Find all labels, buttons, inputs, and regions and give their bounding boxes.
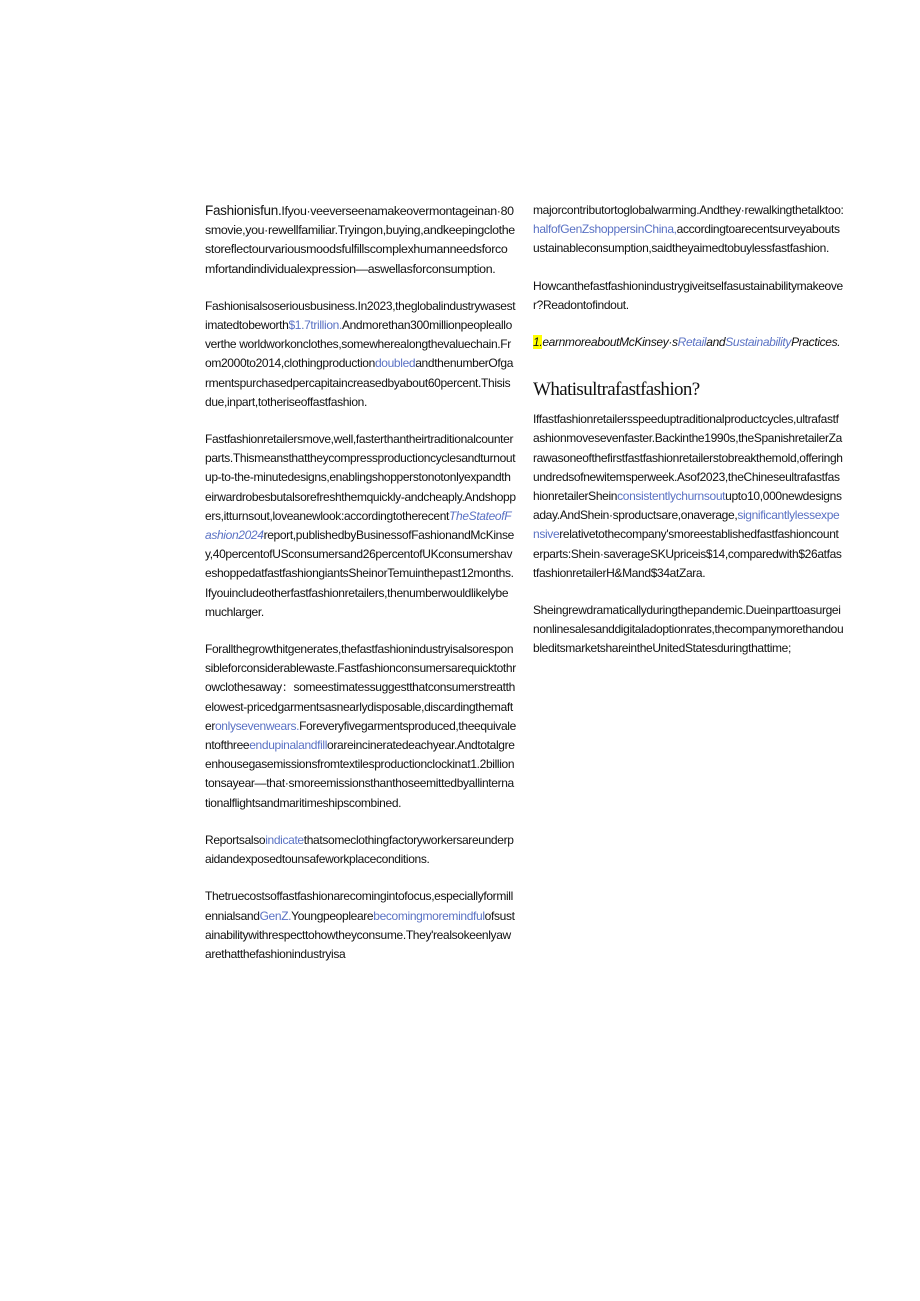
paragraph-text: Forallthegrowthitgenerates,thefastfashionindustryisalsoresponsibleforconsiderablewaste.Fastfashionconsumersarequicktothrowclothesaway：someestimatessuggestthatconsumerstreatthelowest-pricedgarmentsasnearlydisposable,discardingthemafter — [205, 642, 516, 733]
paragraph-text: accordingtoarecentsurveyaboutsustainableconsumption,saidtheyaimedtobuylessfastfashion. — [533, 222, 840, 256]
paragraph-text: report,publishedbyBusinessofFashionandMcKinsey,40percentofUSconsumersand26percentofUKconsumershaveshoppedatfastfashiongiantsSheinorTemuinthepast12months.Ifyouincludeotherfastfashionretailers,thenumberwouldlikelybemuchlarger. — [205, 528, 514, 619]
right-column — [533, 201, 844, 677]
landfill-link[interactable]: endupinalandfill — [249, 738, 328, 753]
paragraph-text: Andmorethan300millionpeoplealloverthe worldworkonclothes,somewherealongthevaluechain.From2000to2014,clothingproduction — [205, 318, 512, 371]
paragraph-text: Practices. — [791, 335, 841, 350]
paragraph-text: Reportsalso — [205, 832, 266, 847]
workers-paragraph — [205, 831, 516, 869]
gen-z-china-link[interactable]: halfofGenZshoppersinChina, — [533, 222, 677, 237]
paragraph-text: andthenumberOfgarmentspurchasedpercapitaincreasedbyabout60percent.Thisisdue,inpart,totheriseoffastfashion. — [205, 356, 514, 409]
churns-out-link[interactable]: consistentlychurnsout — [617, 489, 726, 504]
paragraph-text: and — [706, 335, 726, 350]
seven-wears-link[interactable]: onlysevenwears. — [214, 718, 300, 733]
sustainability-link[interactable]: Sustainability — [725, 335, 792, 350]
paragraph-text: Fastfashionretailersmove,well,fasterthantheirtraditionalcounterparts.Thismeansthattheycompressproductioncyclesandturnoutup-to-the-minutedesigns,enablingshopperstonotonlyexpandtheirwardrobesbutalsorefreshthemquickly-andcheaply.Andshoppers,itturnsout,loveanewlook:accordingtotherecent — [205, 432, 516, 523]
gen-z-link[interactable]: GenZ. — [259, 908, 292, 923]
paragraph-text: Ifyou·veeverseenamakeovermontageinan·80smovie,you·rewellfamiliar.Tryingon,buying,andkeepingclothestoreflectourvariousmoodsfulfillscomplexhumanneedsforcomfortandindividualexpression—aswellasforconsumption. — [205, 204, 515, 276]
industry-paragraph — [205, 297, 516, 412]
paragraph-text: majorcontributortoglobalwarming.Andthey·rewalkingthetalktoo: — [533, 203, 844, 217]
industry-value-link[interactable]: $1.7trillion. — [288, 318, 342, 333]
indicate-link[interactable]: indicate — [265, 832, 304, 847]
paragraph-text: Thetruecostsoffastfashionarecomingintofocus,especiallyformillennialsand — [205, 889, 513, 923]
intro-paragraph — [205, 201, 516, 279]
doubled-link[interactable]: doubled — [374, 356, 416, 371]
pandemic-paragraph — [533, 601, 844, 659]
less-expensive-link[interactable]: significantlylessexpensive — [533, 508, 840, 542]
paragraph-text: Fashionisalsoseriousbusiness.In2023,theglobalindustrywasestimatedtobeworth — [205, 298, 516, 333]
left-column — [205, 201, 516, 982]
paragraph-text: thatsomeclothingfactoryworkersareunderpaidandexposedtounsafeworkplaceconditions. — [205, 832, 514, 867]
paragraph-text: earnmoreaboutMcKinsey·s — [542, 335, 678, 350]
paragraph-text: relativetothecompany'smoreestablishedfastfashioncounterparts:Shein·saverageSKUpriceis$14,comparedwith$26atfastfashionretailerH&Mand$34atZara. — [533, 527, 842, 580]
paragraph-text: upto10,000newdesignsaday.AndShein·sproductsare,onaverage, — [533, 489, 842, 523]
retail-link[interactable]: Retail — [677, 335, 707, 350]
ultrafast-paragraph — [533, 410, 844, 583]
global-warming-paragraph — [533, 201, 844, 259]
makeover-paragraph — [533, 277, 844, 315]
waste-paragraph — [205, 640, 516, 813]
section-heading: Whatisultrafastfashion? — [533, 379, 700, 401]
paragraph-text: Iffastfashionretailersspeeduptraditionalproductcycles,ultrafastfashionmovesevenfaster.Backinthe1990s,theSpanishretailerZarawasoneofthefirstfastfashionretailerstobreakthemold,offeringhundredsofnewitemsperweek.Asof2023,theChineseultrafastfashionretailerShein — [533, 412, 843, 504]
paragraph-text: Sheingrewdramaticallyduringthepandemic.Dueinparttoasurgeinonlinesalesanddigitaladoptionrates,thecompanymorethandoubleditsmarketshareintheUnitedStatesduringthattime; — [533, 603, 844, 656]
highlight-marker: 1. — [533, 335, 543, 350]
paragraph-text: ofsustainabilitywithrespecttohowtheyconsume.They'realsokeenlyawarethatthefashionindustryisa — [205, 908, 515, 961]
paragraph-text: orareincineratedeachyear.Andtotalgreenhousegasemissionsfromtextilesproductionclockinat1.2billiontonsayear—that·smoreemissionsthanthoseemittedbyallinternationalflightsandmaritimeshipscombined. — [205, 738, 515, 810]
true-costs-paragraph — [205, 887, 516, 964]
paragraph-text: Foreveryfivegarmentsproduced,theequivalentofthree — [205, 718, 516, 753]
paragraph-text: Youngpeopleare — [291, 908, 374, 923]
lead-phrase: Fashionisfun. — [205, 203, 282, 218]
mindful-link[interactable]: becomingmoremindful — [373, 908, 485, 923]
fast-fashion-paragraph — [205, 430, 516, 622]
paragraph-text: Howcanthefastfashionindustrygiveitselfasustainabilitymakeover?Readontofindout. — [533, 278, 843, 312]
learn-more-paragraph — [533, 333, 844, 352]
state-of-fashion-link[interactable]: TheStateofFashion2024 — [205, 508, 512, 543]
